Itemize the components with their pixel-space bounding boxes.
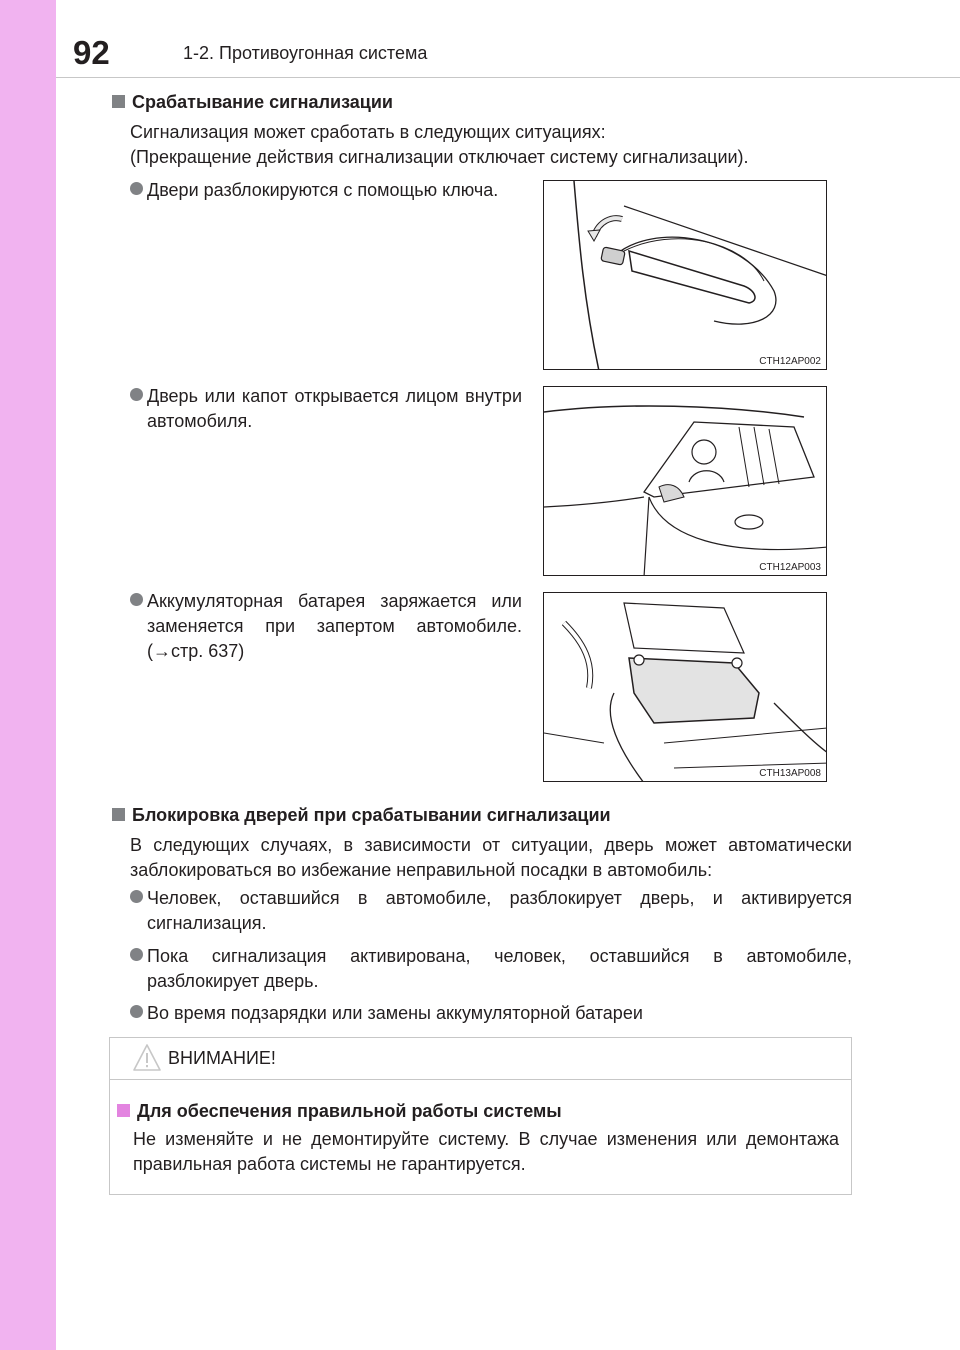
- figure-battery-replacement: [543, 592, 827, 782]
- header-divider: [56, 77, 960, 78]
- car-interior-illustration: [544, 387, 827, 576]
- warning-heading: [117, 1101, 562, 1122]
- warning-box: [109, 1037, 852, 1195]
- bullet-item-door-opened-inside: Дверь или капот открывается лицом внутри автомобиля.: [130, 384, 522, 434]
- intro-line-2: (Прекращение действия сигнализации отключает систему сигнализации).: [130, 147, 749, 167]
- bullet-item-battery-charged: Аккумуляторная батарея заряжается или заменяется при запертом автомобиле. (→стр. 637): [130, 589, 522, 664]
- figure-person-inside-car: [543, 386, 827, 576]
- page-number: 92: [73, 34, 110, 71]
- bullet-dot-icon: [130, 890, 143, 903]
- warning-text: Не изменяйте и не демонтируйте систему. В случае изменения или демонтажа правильная работа системы не гарантируется.: [133, 1129, 839, 1174]
- square-bullet-icon: [117, 1104, 130, 1117]
- figure-code-label: CTH12AP003: [759, 562, 821, 573]
- warning-triangle-icon: [132, 1043, 162, 1073]
- section2-intro: В следующих случаях, в зависимости от ситуации, дверь может автоматически заблокироваться во избежание неправильной посадки в автомобиль:: [130, 835, 852, 880]
- page-side-tab: [0, 0, 56, 1350]
- intro-line-1: Сигнализация может сработать в следующих ситуациях:: [130, 122, 606, 142]
- bullet-item-alarm-active-unlock: Пока сигнализация активирована, человек, оставшийся в автомобиле, разблокирует дверь.: [130, 944, 852, 994]
- bullet-item-person-unlocks: Человек, оставшийся в автомобиле, разблокирует дверь, и активируется сигнализация.: [130, 886, 852, 936]
- battery-illustration: [544, 593, 827, 782]
- section-title: 1-2. Противоугонная система: [183, 43, 428, 63]
- heading-text: Срабатывание сигнализации: [132, 92, 393, 112]
- warning-title: ВНИМАНИЕ!: [168, 1048, 276, 1068]
- bullet-dot-icon: [130, 182, 143, 195]
- bullet-dot-icon: [130, 593, 143, 606]
- heading-text: Для обеспечения правильной работы системы: [137, 1101, 562, 1121]
- bullet-item-key-unlock: Двери разблокируются с помощью ключа.: [130, 178, 522, 203]
- heading-text: Блокировка дверей при срабатывании сигнализации: [132, 805, 611, 825]
- bullet-dot-icon: [130, 388, 143, 401]
- bullet-dot-icon: [130, 948, 143, 961]
- bullet-item-battery-charging: Во время подзарядки или замены аккумуляторной батареи: [130, 1001, 852, 1026]
- square-bullet-icon: [112, 95, 125, 108]
- section-heading-alarm-trigger: [112, 92, 393, 113]
- bullet-dot-icon: [130, 1005, 143, 1018]
- square-bullet-icon: [112, 808, 125, 821]
- figure-code-label: CTH13AP008: [759, 768, 821, 779]
- figure-code-label: CTH12AP002: [759, 356, 821, 367]
- warning-header: [110, 1038, 851, 1080]
- section-heading-door-lock: [112, 805, 611, 826]
- door-handle-illustration: [544, 181, 827, 370]
- figure-key-in-door: [543, 180, 827, 370]
